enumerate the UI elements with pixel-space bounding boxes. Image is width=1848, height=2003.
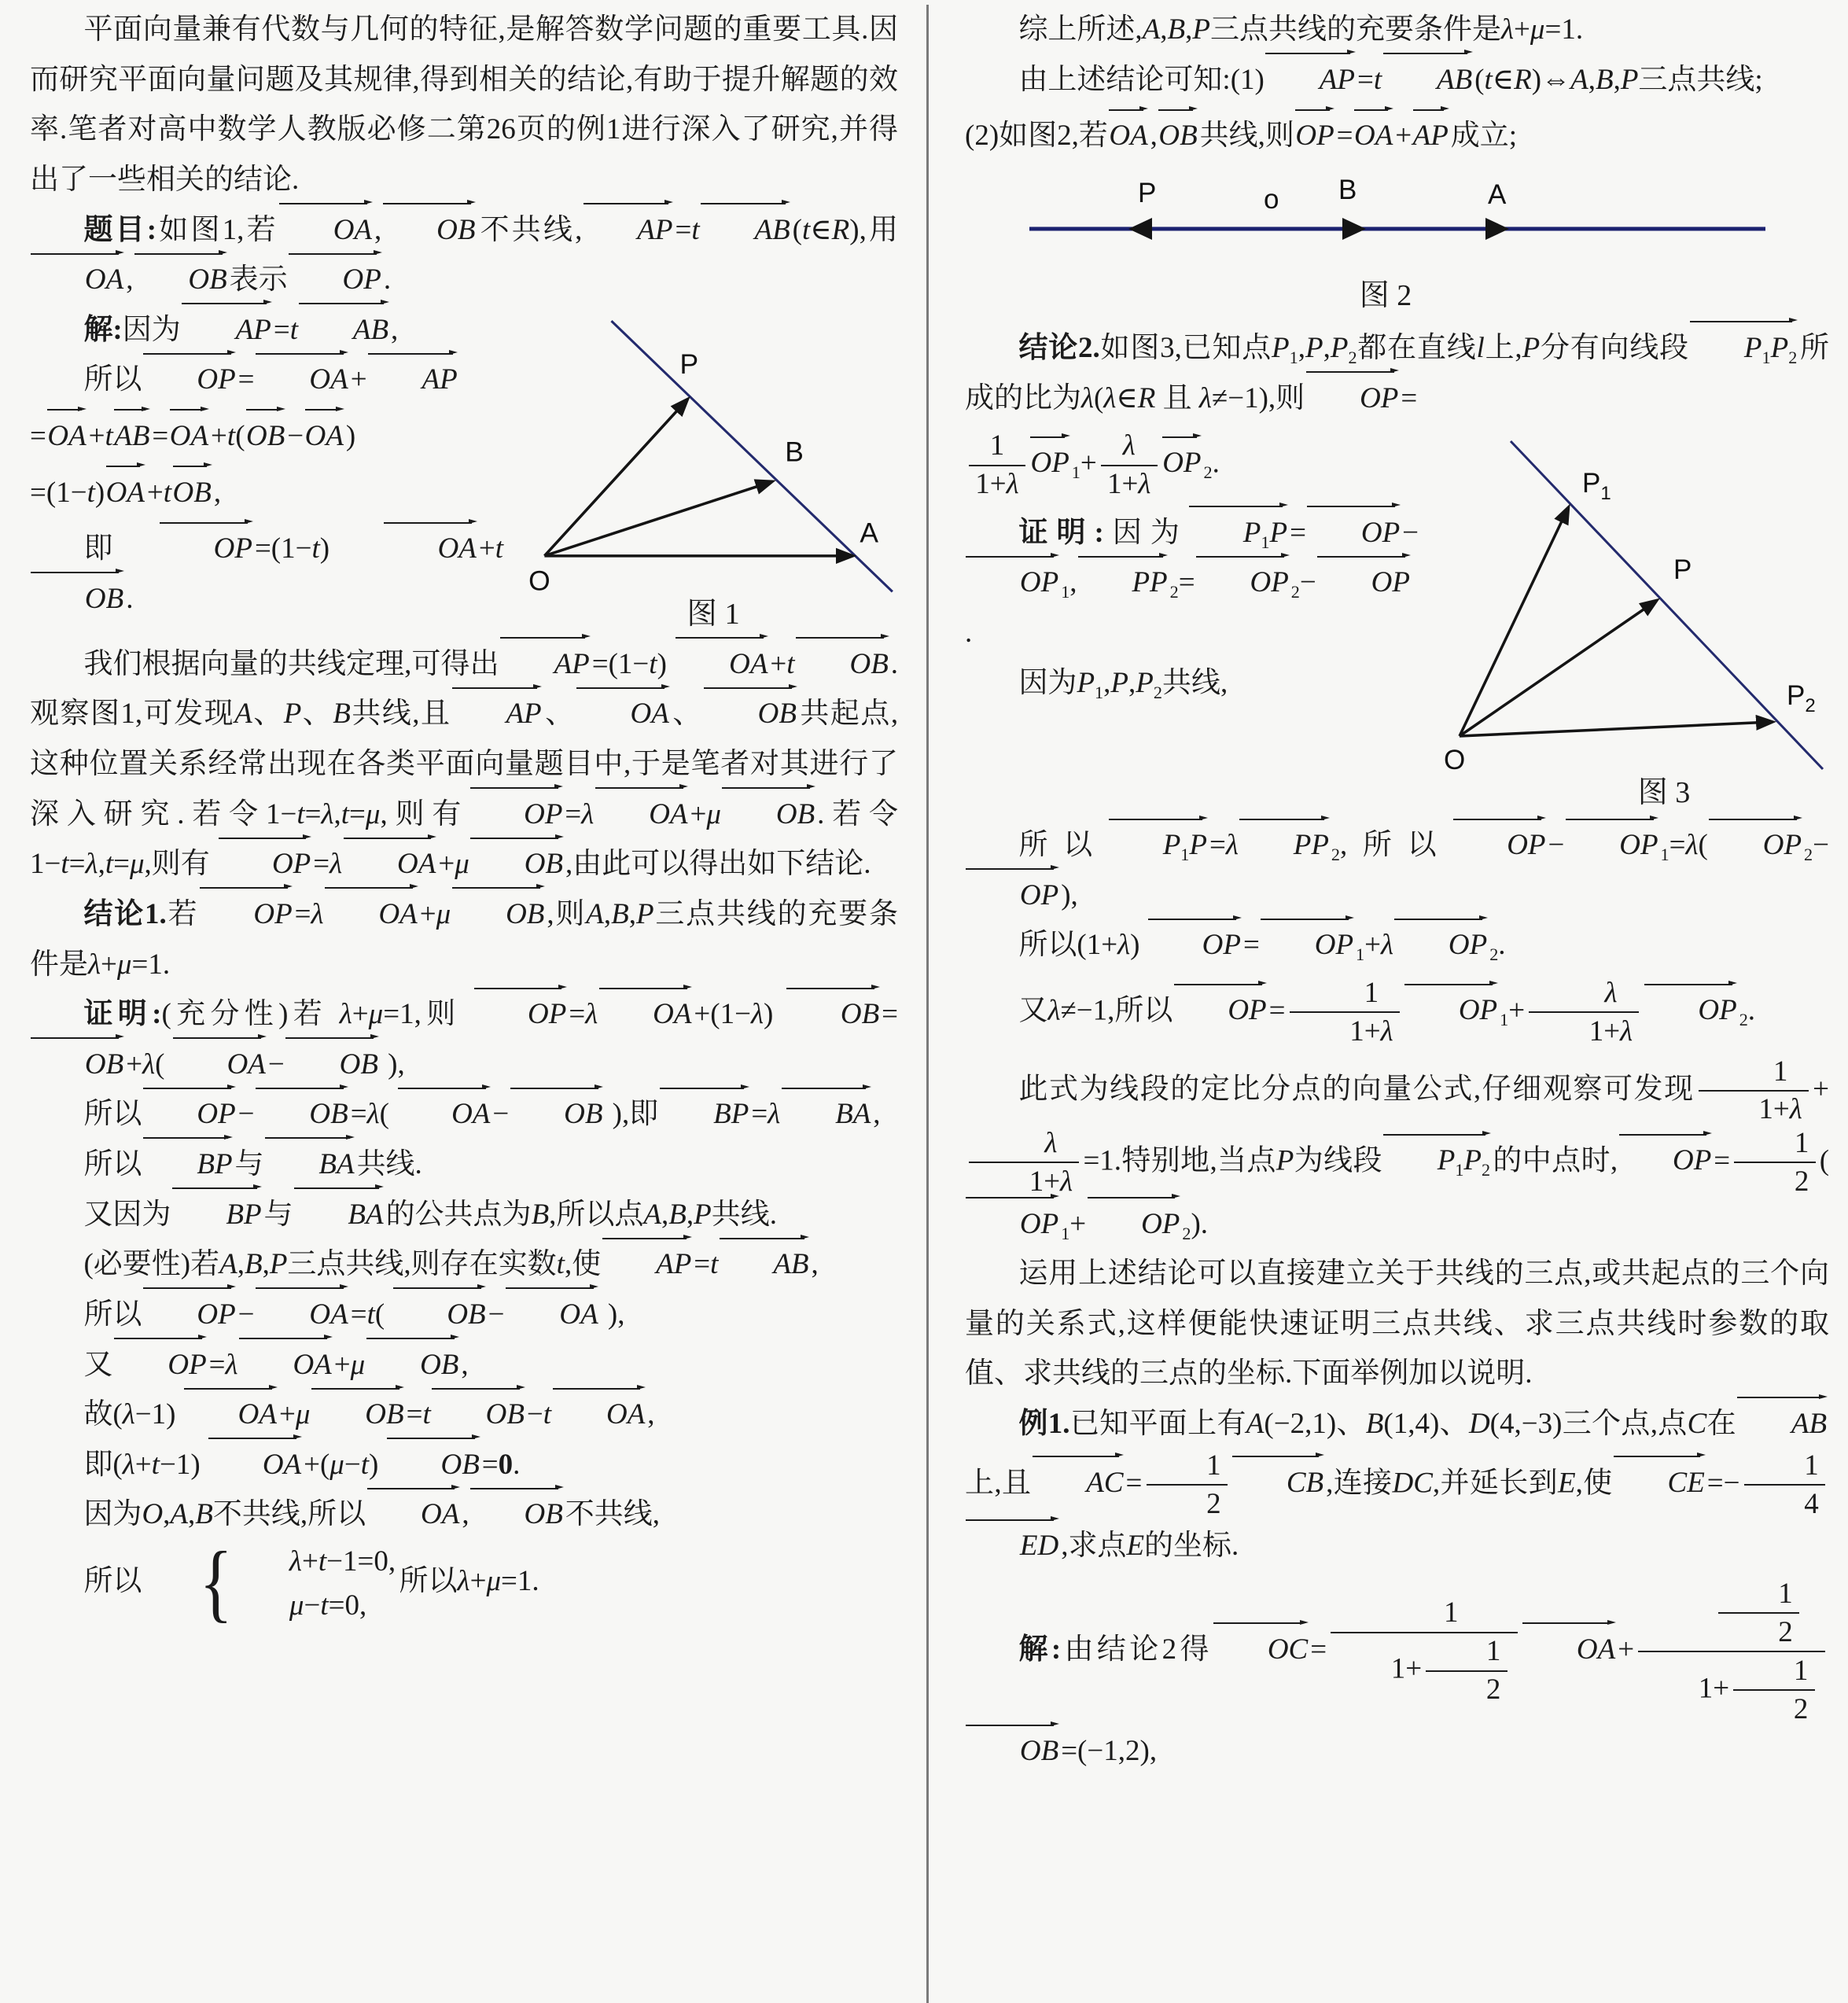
vector-overarrow: OB bbox=[31, 574, 123, 624]
vector-overarrow: OP bbox=[1174, 985, 1267, 1036]
vector-overarrow: OP bbox=[289, 255, 381, 305]
remark-paragraph: 此式为线段的定比分点的向量公式,仔细观察可发现 $\frac{1}{1+\lambda}$ + $\frac{\lambda}{1+\lambda}$ =1.特别地,当点P为线段 $P_1P_2$的中点时, OP= $\frac{1}{2}$ (OP $_1$+ OP $_2$). bbox=[965, 1055, 1829, 1250]
vector-overarrow: $P_1P_2$ bbox=[1690, 323, 1797, 374]
proof-line: 即(λ+t−1) OA+(μ−t) OB=0. bbox=[30, 1440, 898, 1490]
proof-line: 因为$P_1,P,P_2$共线, bbox=[1018, 666, 1228, 702]
vector-overarrow: AB bbox=[720, 1239, 809, 1290]
vector-overarrow: OB bbox=[285, 1040, 378, 1090]
vector-overarrow: PP bbox=[1239, 820, 1329, 871]
vector-overarrow: OP bbox=[1619, 1136, 1712, 1186]
left-column bbox=[30, 5, 926, 2003]
vector-OP2 bbox=[1460, 722, 1772, 736]
vector-overarrow: AB bbox=[1383, 55, 1473, 105]
solution-step: 所以 OP= OA+ AP bbox=[30, 355, 898, 405]
point-label-O: o bbox=[1263, 183, 1279, 215]
vector-overarrow: OP bbox=[1148, 920, 1241, 970]
vector-overarrow: CB bbox=[1232, 1458, 1323, 1508]
vector-overarrow: OB bbox=[452, 889, 545, 940]
vector-OP bbox=[1460, 601, 1656, 736]
vector-overarrow: OB bbox=[1158, 111, 1197, 161]
fraction: $\frac{1}{2}$ bbox=[1733, 1655, 1814, 1727]
vector-overarrow: OB bbox=[173, 468, 212, 518]
analysis-paragraph: 我们根据向量的共线定理,可得出 AP=(1−t) OA+t OB.观察图1,可发现A、P、B共线,且 AP、 OA、 OB共起点,这种位置关系经常出现在各类平面向量题目中,于是笔者对其进行了深入研究.若令1−t=λ,t=μ,则有 OP=λ OA+μ OB.若令1−t=λ,t=μ,则有 OP=λ OA+μ OB,由此可以得出如下结论. bbox=[30, 639, 898, 889]
point-label-P: P bbox=[1137, 177, 1156, 208]
vector-overarrow: OA bbox=[595, 790, 688, 840]
vector-overarrow: OP bbox=[114, 1340, 207, 1390]
proof-sufficiency: 证明:(充分性)若 λ+μ=1,则 OP=λ OA+(1−λ) OB=OB+λ( OA− OB ), bbox=[30, 989, 898, 1089]
vector-overarrow: OA bbox=[1354, 111, 1393, 161]
vector-overarrow: $P_1P$ bbox=[1189, 508, 1287, 558]
conclusion-2-formula: $\frac{1}{1+\lambda}$ OP $_1$+ $\frac{\lambda}{1+\lambda}$ OP $_2$. bbox=[965, 429, 1829, 502]
fraction: $\frac{1}{2}$ bbox=[1147, 1449, 1228, 1522]
vector-overarrow: OP bbox=[1162, 438, 1201, 488]
vector-overarrow: BP bbox=[660, 1089, 749, 1140]
conclusion-2: 结论2.如图3,已知点$P_1,P,P_2$都在直线l上,P分有向线段 $P_1P_2$所成的比为λ(λ∈R 且 λ≠−1),则 OP= bbox=[965, 323, 1829, 423]
vector-overarrow: OP bbox=[470, 790, 563, 840]
vector-overarrow: OP bbox=[200, 889, 293, 940]
figure-caption: 图 1 bbox=[687, 597, 740, 630]
vector-overarrow: OB bbox=[796, 639, 889, 690]
figure-2 bbox=[1028, 168, 1767, 317]
point-label-A: A bbox=[860, 517, 879, 549]
proof-line: 所以 BP与 BA共线. bbox=[30, 1140, 898, 1190]
vector-overarrow: BA bbox=[294, 1190, 384, 1240]
line-through-PBA bbox=[611, 321, 892, 591]
vector-overarrow: OB bbox=[256, 1089, 348, 1140]
point-label-P: P bbox=[1673, 554, 1692, 586]
vector-overarrow: AP bbox=[583, 205, 673, 256]
point-label-O: O bbox=[528, 565, 550, 597]
proof-line: 因为O,A,B不共线,所以 OA, OB不共线, bbox=[30, 1489, 898, 1540]
vector-overarrow: OP bbox=[143, 1290, 236, 1340]
vector-overarrow: OA bbox=[367, 1489, 460, 1540]
vector-overarrow: OA bbox=[279, 205, 372, 256]
proof-2: 证明:因为 $P_1P= OP-OP$ $_1$, PP $_2$= OP $_2$− OP. bbox=[965, 508, 1829, 658]
vector-overarrow: AB bbox=[1737, 1399, 1827, 1449]
proof-line: 故(λ−1) OA+μ OB=t OB−t OA, bbox=[30, 1390, 898, 1440]
proof-line: 又λ≠−1,所以 OP= $\frac{1}{1+\lambda}$ OP $_1$+ $\frac{\lambda}{1+\lambda}$ OP $_2$. bbox=[1018, 977, 1756, 1048]
vector-overarrow: OP bbox=[1030, 438, 1069, 488]
intro-paragraph: 平面向量兼有代数与几何的特征,是解答数学问题的重要工具.因而研究平面向量问题及其规律,得到相关的结论,有助于提升解题的效率.笔者对高中数学人教版必修二第26页的例1进行深入了研究,并得出了一些相关的结论. bbox=[30, 13, 898, 196]
summary-paragraph: 综上所述,A,B,P三点共线的充要条件是λ+μ=1. bbox=[1018, 13, 1584, 46]
figure-3 bbox=[1436, 429, 1829, 811]
vector-overarrow: OB bbox=[470, 1489, 563, 1540]
vector-overarrow: AB bbox=[299, 305, 388, 355]
vector-overarrow: OP bbox=[1566, 820, 1658, 871]
fraction: $\frac{1}{1+\lambda}$ bbox=[1290, 977, 1400, 1049]
vector-overarrow: OP bbox=[474, 989, 567, 1040]
vector-overarrow: OP bbox=[1088, 1199, 1180, 1250]
fraction: $\frac{1}{2}$ 1+ $\frac{1}{2}$ bbox=[1638, 1578, 1825, 1726]
fraction: $\frac{\lambda}{1+\lambda}$ bbox=[1101, 429, 1158, 502]
vector-overarrow: PP bbox=[1078, 558, 1168, 608]
vector-overarrow: OB bbox=[966, 1726, 1058, 1777]
vector-overarrow: OP bbox=[1196, 558, 1289, 608]
point-label-P2: $P_2$ bbox=[1787, 680, 1816, 717]
fraction: $\frac{1}{4}$ bbox=[1744, 1449, 1825, 1522]
vector-overarrow: OB bbox=[246, 411, 285, 462]
vector-overarrow: AP bbox=[452, 689, 542, 739]
vector-overarrow: OB bbox=[311, 1390, 404, 1440]
vector-overarrow: OP bbox=[160, 524, 252, 574]
point-label-P1: $P_1$ bbox=[1582, 468, 1611, 505]
vector-overarrow: OA bbox=[599, 989, 692, 1040]
vector-overarrow: AB bbox=[701, 205, 790, 256]
vector-overarrow: AP bbox=[1413, 111, 1449, 161]
vector-overarrow: OB bbox=[383, 205, 476, 256]
fraction: $\frac{\lambda}{1+\lambda}$ bbox=[969, 1127, 1079, 1199]
solution-step: 解:因为 AP=t AB, bbox=[30, 305, 898, 355]
vector-overarrow: OC bbox=[1213, 1625, 1308, 1675]
vector-overarrow: BA bbox=[265, 1140, 355, 1190]
vector-overarrow: AB bbox=[114, 411, 149, 462]
vector-overarrow: AP bbox=[602, 1239, 692, 1290]
vector-overarrow: OA bbox=[384, 524, 477, 574]
vector-overarrow: OP bbox=[966, 1199, 1058, 1250]
proof-line: 所以 OP− OB=λ( OA− OB ),即 BP=λ BA, bbox=[30, 1089, 898, 1140]
vector-overarrow: OP bbox=[966, 558, 1058, 608]
equation-line: 即 OP=(1−t) OA+tOB. bbox=[30, 524, 898, 624]
vector-overarrow: OA bbox=[305, 411, 344, 462]
fraction: $\frac{1}{2}$ bbox=[1426, 1635, 1507, 1707]
vector-overarrow: AP bbox=[368, 355, 458, 405]
fraction: $\frac{\lambda}{1+\lambda}$ bbox=[1529, 977, 1639, 1049]
equation-line: =(1−t)OA+tOB, bbox=[30, 468, 898, 518]
vector-overarrow: OP bbox=[143, 355, 236, 405]
vector-overarrow: OP bbox=[1306, 374, 1399, 424]
proof-line: 又因为 BP与 BA的公共点为B,所以点A,B,P共线. bbox=[30, 1190, 898, 1240]
vector-overarrow: AP bbox=[500, 639, 590, 690]
vector-overarrow: OA bbox=[553, 1390, 646, 1440]
vector-overarrow: OB bbox=[722, 790, 815, 840]
arrowhead-OB-right bbox=[1342, 218, 1366, 240]
vector-overarrow: OA bbox=[239, 1340, 332, 1390]
proof-line: 所以 $P_1P=\lambda$ PP $_2$,所以 OP− OP $_1$=λ( OP $_2$−OP), bbox=[965, 820, 1829, 920]
figure-1 bbox=[521, 311, 898, 630]
vector-overarrow: OA bbox=[676, 639, 768, 690]
example-1: 例1.已知平面上有A(−2,1)、B(1,4)、D(4,−3)三个点,点C在 AB上,且 AC= $\frac{1}{2}$ CB,连接DC,并延长到E,使 CE=− $\frac{1}{4}$ ED,求点E的坐标. bbox=[965, 1399, 1829, 1571]
proof-line: 所以 OP− OA=t( OB− OA ), bbox=[30, 1290, 898, 1340]
equation-line: =OA+tAB=OA+t(OB−OA) bbox=[30, 411, 898, 462]
figure-caption: 图 2 bbox=[1359, 278, 1412, 312]
application-paragraph: 运用上述结论可以直接建立关于共线的三点,或共起点的三个向量的关系式,这样便能快速证明三点共线、求三点共线时参数的取值、求共线的三点的坐标.下面举例加以说明. bbox=[965, 1257, 1829, 1390]
vector-overarrow: OA bbox=[208, 1440, 301, 1490]
vector-overarrow: OA bbox=[398, 1089, 491, 1140]
vector-overarrow: OA bbox=[173, 1040, 266, 1090]
fraction: 1 1+ $\frac{1}{2}$ bbox=[1331, 1596, 1518, 1707]
vector-overarrow: OP bbox=[1404, 985, 1497, 1036]
vector-overarrow: OP bbox=[143, 1089, 236, 1140]
point-label-A: A bbox=[1487, 179, 1506, 210]
vector-overarrow: OA bbox=[106, 468, 145, 518]
vector-overarrow: OP bbox=[1261, 920, 1353, 970]
vector-overarrow: OP bbox=[1307, 508, 1400, 558]
vector-overarrow: OA bbox=[1522, 1625, 1615, 1675]
vector-overarrow: OA bbox=[256, 355, 348, 405]
vector-overarrow: OB bbox=[786, 989, 879, 1040]
fraction: $\frac{1}{2}$ bbox=[1718, 1578, 1799, 1650]
vector-overarrow: OB bbox=[387, 1440, 480, 1490]
vector-overarrow: OB bbox=[393, 1290, 486, 1340]
arrowhead-OP-left bbox=[1128, 218, 1152, 240]
example-1-solution: 解:由结论2得 OC= 1 1+ $\frac{1}{2}$ OA+ $\frac{1}{2}$ 1+ $\frac{1}{2}$ OB=(−1,2), bbox=[965, 1578, 1829, 1777]
vector-overarrow: OA bbox=[184, 1390, 277, 1440]
vector-overarrow: OB bbox=[366, 1340, 459, 1390]
figure-3-diagram bbox=[1436, 429, 1829, 811]
conclusion-1: 结论1.若 OP=λ OA+μ OB,则A,B,P三点共线的充要条件是λ+μ=1. bbox=[30, 889, 898, 989]
vector-overarrow: OA bbox=[344, 839, 436, 889]
point-label-B: B bbox=[1338, 174, 1357, 205]
fraction: $\frac{1}{1+\lambda}$ bbox=[969, 429, 1025, 502]
vector-overarrow: OA bbox=[256, 1290, 348, 1340]
vector-overarrow: OA bbox=[1109, 111, 1147, 161]
corollary-1: 由上述结论可知:(1) AP=t AB(t∈R)⇔A,B,P三点共线; bbox=[965, 55, 1829, 105]
vector-overarrow: OP bbox=[1295, 111, 1334, 161]
vector-overarrow: OP bbox=[1644, 985, 1737, 1036]
vector-overarrow: AP bbox=[1265, 55, 1355, 105]
vector-overarrow: OB bbox=[432, 1390, 525, 1440]
proof-line: 又 OP=λ OA+μ OB, bbox=[30, 1340, 898, 1390]
figure-1-diagram bbox=[521, 311, 898, 630]
point-label-O: O bbox=[1444, 745, 1466, 776]
vector-overarrow: $P_1P$ bbox=[1109, 820, 1207, 871]
vector-overarrow: $P_1P_2$ bbox=[1383, 1136, 1490, 1186]
vector-overarrow: OP bbox=[1453, 820, 1546, 871]
system-conclusion-line: 所以 { λ+t−1=0, μ−t=0, 所以λ+μ=1. bbox=[30, 1540, 898, 1627]
vector-overarrow: BA bbox=[782, 1089, 871, 1140]
vector-overarrow: OA bbox=[31, 255, 123, 305]
fraction: $\frac{1}{2}$ bbox=[1734, 1127, 1815, 1199]
vector-overarrow: OA bbox=[325, 889, 418, 940]
cases-brace: { λ+t−1=0, μ−t=0, bbox=[145, 1540, 396, 1627]
point-label-B: B bbox=[785, 436, 804, 468]
vector-overarrow: AC bbox=[1033, 1458, 1124, 1508]
corollary-2: (2)如图2,若OA,OB共线,则OP=OA+AP成立; bbox=[965, 111, 1829, 161]
vector-overarrow: OB bbox=[704, 689, 797, 739]
vector-overarrow: OP bbox=[1709, 820, 1802, 871]
vector-overarrow: OB bbox=[470, 839, 563, 889]
vector-overarrow: OB bbox=[510, 1089, 603, 1140]
vector-overarrow: OP bbox=[1317, 558, 1410, 608]
point-label-P: P bbox=[679, 348, 699, 380]
vector-overarrow: OA bbox=[506, 1290, 598, 1340]
vector-overarrow: OB bbox=[31, 1040, 123, 1090]
vector-overarrow: OA bbox=[170, 411, 208, 462]
arrowhead-OA-right bbox=[1485, 218, 1509, 240]
vector-OP1 bbox=[1460, 508, 1568, 736]
figure-caption: 图 3 bbox=[1637, 776, 1691, 810]
figure-2-diagram bbox=[1028, 168, 1767, 317]
vector-overarrow: OP bbox=[966, 871, 1058, 921]
vector-overarrow: OB bbox=[134, 255, 227, 305]
vector-overarrow: ED bbox=[966, 1521, 1058, 1571]
vector-overarrow: OA bbox=[47, 411, 86, 462]
line-l bbox=[1511, 441, 1823, 769]
problem-statement: 题目:如图1,若 OA, OB不共线, AP=t AB(t∈R),用OA, OB表示 OP. bbox=[30, 205, 898, 305]
vector-overarrow: OP bbox=[219, 839, 311, 889]
vector-overarrow: OA bbox=[576, 689, 669, 739]
right-column bbox=[929, 5, 1829, 2003]
vector-overarrow: CE bbox=[1614, 1458, 1705, 1508]
vector-overarrow: AP bbox=[182, 305, 271, 355]
fraction: $\frac{1}{1+\lambda}$ bbox=[1699, 1055, 1809, 1128]
proof-line: 所以(1+λ) OP= OP $_1$+λ OP $_2$. bbox=[965, 920, 1829, 970]
proof-necessity: (必要性)若A,B,P三点共线,则存在实数t,使 AP=t AB, bbox=[30, 1239, 898, 1290]
vector-overarrow: BP bbox=[172, 1190, 262, 1240]
vector-overarrow: BP bbox=[143, 1140, 233, 1190]
vector-overarrow: OP bbox=[1394, 920, 1487, 970]
